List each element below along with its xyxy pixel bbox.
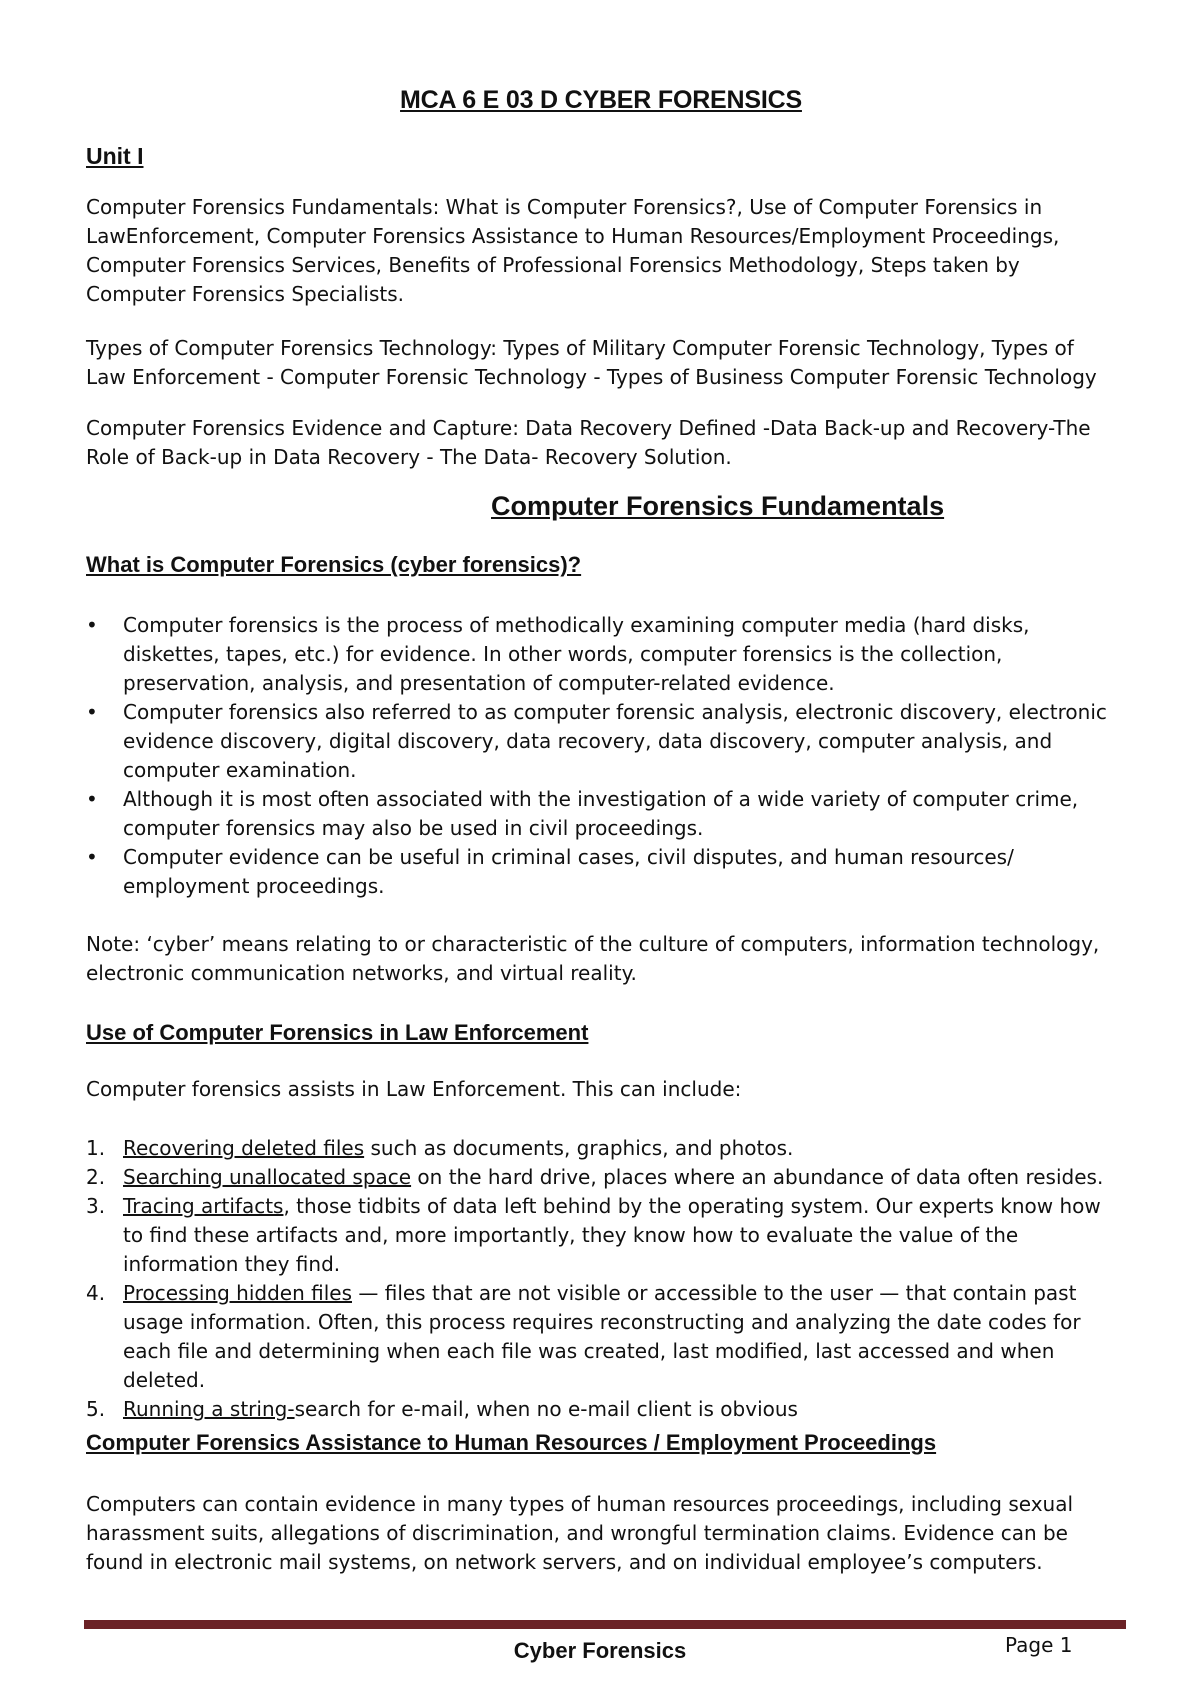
list-item-text: search for e-mail, when no e-mail client is obvious — [294, 1397, 798, 1421]
bullet-icon: • — [86, 700, 98, 724]
list-number: 1. — [86, 1136, 106, 1160]
list-item-term: Tracing artifacts — [123, 1194, 284, 1218]
list-item — [86, 1279, 1116, 1395]
hr-paragraph: Computers can contain evidence in many types of human resources proceedings, including sexual harassment suits, allegations of discrimination, and wrongful termination claims. Evidence can be found in electronic mail systems, on network servers, and on individual employee’s computers. — [86, 1492, 1074, 1574]
hr-heading: Computer Forensics Assistance to Human Resources / Employment Proceedings — [86, 1430, 937, 1455]
list-item — [86, 1163, 1116, 1192]
list-number: 4. — [86, 1281, 106, 1305]
list-item — [86, 1192, 1116, 1279]
bullet-icon: • — [86, 787, 98, 811]
bullet-text: Although it is most often associated with the investigation of a wide variety of computer crime, computer forensics may also be used in civil proceedings. — [123, 787, 1079, 840]
list-item — [86, 1134, 1116, 1163]
bullet-text: Computer forensics is the process of methodically examining computer media (hard disks, diskettes, tapes, etc.) for evidence. In other words, computer forensics is the collection, preservation, analysis, and presentation of computer-related evidence. — [123, 613, 1030, 695]
list-item-text: , those tidbits of data left behind by the operating system. Our experts know how to find these artifacts and, more importantly, they know how to evaluate the value of the information they find. — [123, 1194, 1101, 1276]
bullet-icon: • — [86, 845, 98, 869]
bullet-text: Computer forensics also referred to as computer forensic analysis, electronic discovery, electronic evidence discovery, digital discovery, data recovery, data discovery, computer analysis, and computer examination. — [123, 700, 1107, 782]
list-item — [86, 1395, 1116, 1424]
law-enforcement-heading: Use of Computer Forensics in Law Enforcement — [86, 1020, 589, 1045]
law-enforcement-list — [86, 1134, 1116, 1424]
list-item-text: on the hard drive, places where an abundance of data often resides. — [411, 1165, 1104, 1189]
what-is-heading: What is Computer Forensics (cyber forensics)? — [86, 552, 582, 577]
unit-label: Unit I — [86, 143, 144, 169]
footer-divider — [84, 1620, 1126, 1629]
list-item-term: Processing hidden files — [123, 1281, 352, 1305]
list-item — [86, 698, 1116, 785]
note-paragraph: Note: ‘cyber’ means relating to or characteristic of the culture of computers, information technology, electronic communication networks, and virtual reality. — [86, 932, 1100, 985]
list-item-text: such as documents, graphics, and photos. — [364, 1136, 794, 1160]
list-number: 2. — [86, 1165, 106, 1189]
document-title: MCA 6 E 03 D CYBER FORENSICS — [400, 86, 802, 114]
list-item-text: — files that are not visible or accessible to the user — that contain past usage information. Often, this process requires reconstructing and analyzing the date codes for each file and determining when each file was created, last modified, last accessed and when deleted. — [123, 1281, 1081, 1392]
list-item — [86, 611, 1116, 698]
page-number: Page 1 — [1005, 1633, 1073, 1657]
syllabus-paragraph: Computer Forensics Evidence and Capture: Data Recovery Defined -Data Back-up and Recovery-The Role of Back-up in Data Recovery - The Data- Recovery Solution. — [86, 416, 1091, 469]
list-item — [86, 785, 1116, 843]
list-item-term: Searching unallocated space — [123, 1165, 412, 1189]
bullet-icon: • — [86, 613, 98, 637]
syllabus-paragraph: Computer Forensics Fundamentals: What is Computer Forensics?, Use of Computer Forensics in LawEnforcement, Computer Forensics Assistance to Human Resources/Employment Proceedings, Computer Forensics Services, Benefits of Professional Forensics Methodology, Steps taken by Computer Forensics Specialists. — [86, 195, 1060, 306]
footer-title: Cyber Forensics — [513, 1638, 687, 1663]
list-item — [86, 843, 1116, 901]
list-item-term: Recovering deleted files — [123, 1136, 365, 1160]
list-item-term: Running a string- — [123, 1397, 295, 1421]
section-heading: Computer Forensics Fundamentals — [491, 491, 945, 521]
syllabus-paragraph: Types of Computer Forensics Technology: Types of Military Computer Forensic Technology, Types of Law Enforcement - Computer Forensic Technology - Types of Business Computer Forensic Technology — [86, 336, 1097, 389]
bullet-text: Computer evidence can be useful in criminal cases, civil disputes, and human resources/ employment proceedings. — [123, 845, 1014, 898]
law-enforcement-intro: Computer forensics assists in Law Enforcement. This can include: — [86, 1077, 742, 1101]
list-number: 5. — [86, 1397, 106, 1421]
what-is-bullet-list — [86, 611, 1116, 901]
list-number: 3. — [86, 1194, 106, 1218]
